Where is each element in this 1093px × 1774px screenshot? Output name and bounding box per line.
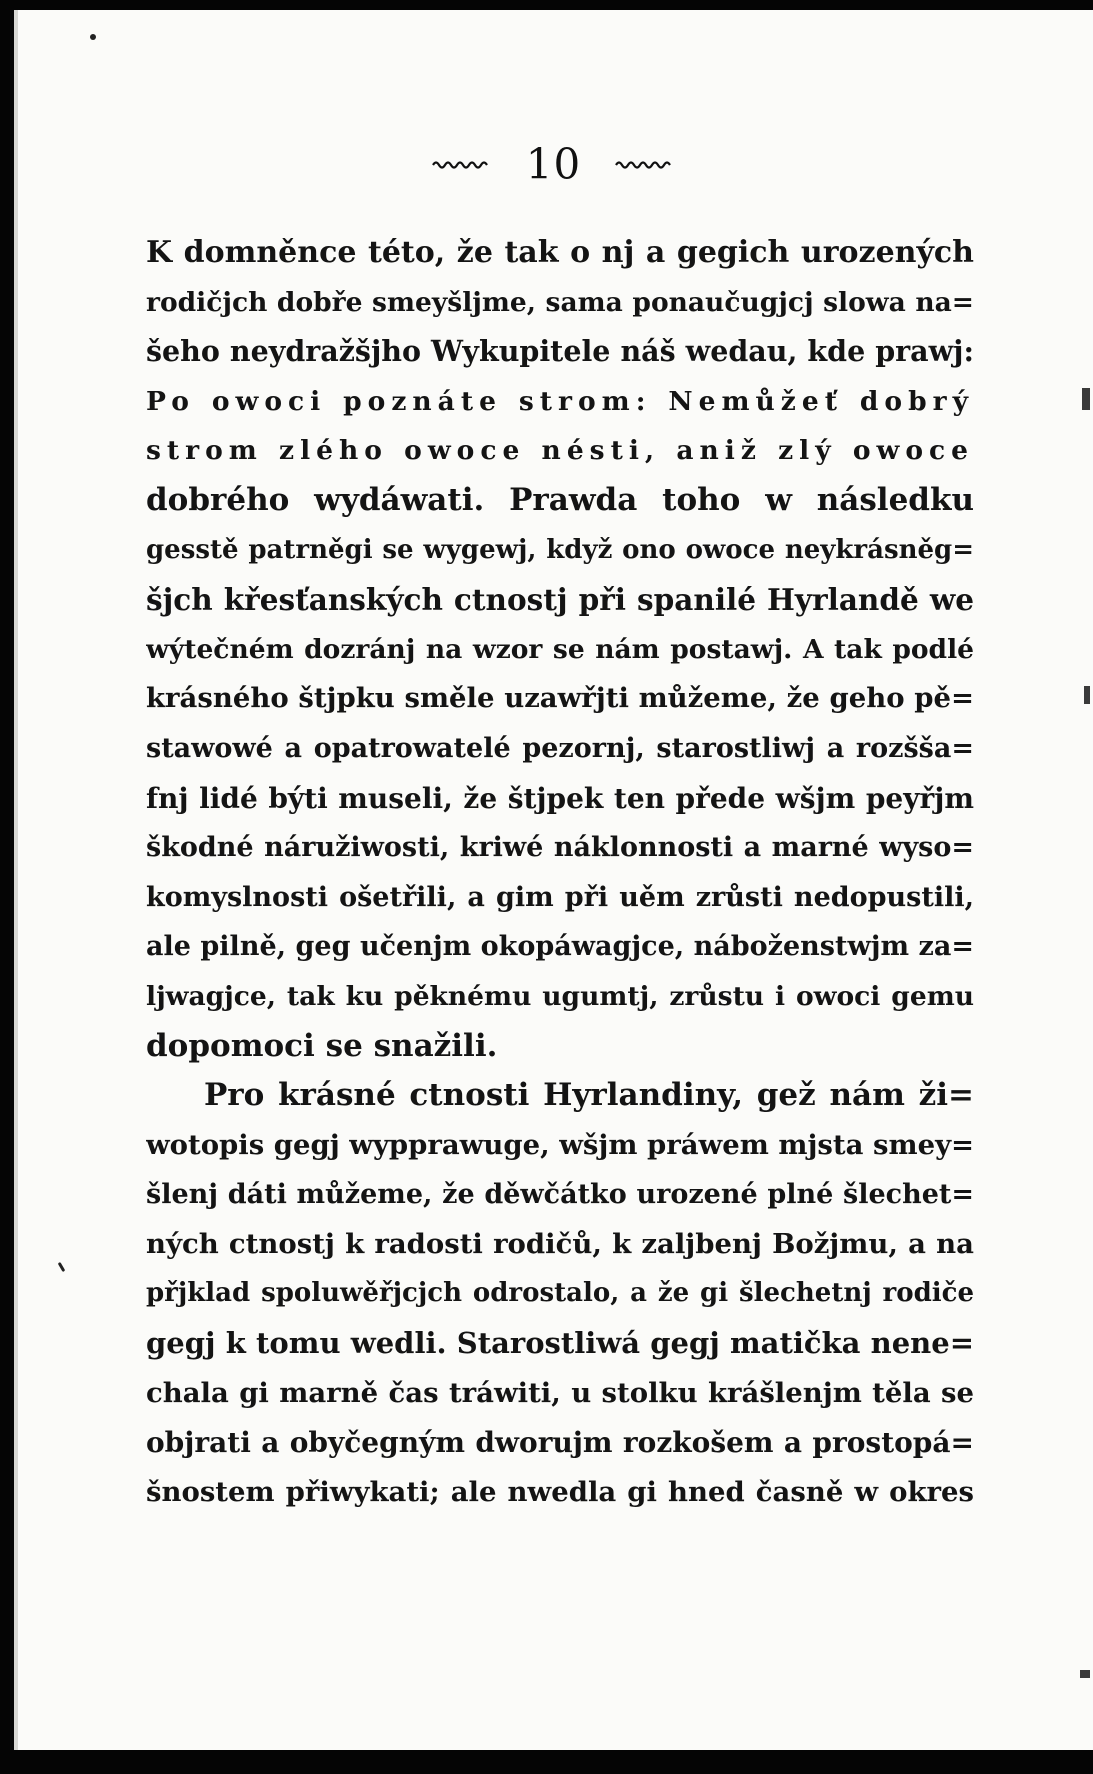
text-line: fnj lidé býti museli, že štjpek ten přede wšjm peyřjm (146, 781, 974, 815)
edge-mark (1084, 686, 1090, 704)
text-line: K domněnce této, že tak o nj a gegich urozených (146, 235, 974, 270)
text-line: objrati a obyčegným dworujm rozkošem a prostopá= (146, 1426, 974, 1460)
text-line: rodičjch dobře smeyšljme, sama ponaučugjcj slowa na= (146, 286, 974, 318)
text-line: přjklad spoluwěřjcjch odrostalo, a že gi šlechetnj rodiče (146, 1278, 974, 1309)
text-line: wotopis gegj wypprawuge, wšjm práwem mjsta smey= (146, 1128, 974, 1161)
edge-mark (1080, 1670, 1090, 1678)
dust-speck (58, 1262, 66, 1272)
text-line: gegj k tomu wedli. Starostliwá gegj matička nene= (146, 1326, 974, 1361)
text-line: dobrého wydáwati. Prawda toho w následku (146, 481, 974, 518)
page-header (14, 136, 1093, 189)
text-line: ných ctnostj k radosti rodičů, k zaljbenj Božjmu, a na (146, 1227, 974, 1260)
text-line: šnostem přiwykati; ale nwedla gi hned časně w okres (146, 1475, 974, 1508)
dust-speck (90, 34, 96, 40)
book-page (14, 10, 1093, 1750)
text-line: šlenj dáti můžeme, že děwčátko urozené plné šlechet= (146, 1179, 974, 1211)
page-edge-shadow (14, 10, 18, 1750)
text-line: krásného štjpku směle uzawřjti můžeme, že geho pě= (146, 682, 974, 715)
page-number: 10 (525, 139, 582, 189)
text-line: Po owoci poznáte strom: Nemůžeť dobrý (146, 385, 974, 417)
text-line: strom zlého owoce nésti, aniž zlý owoce (146, 435, 974, 467)
text-line: Pro krásné ctnosti Hyrlandiny, gež nám ži= (204, 1077, 974, 1114)
body-text (146, 228, 974, 1517)
text-line: chala gi marně čas tráwiti, u stolku krášlenjm těla se (146, 1376, 974, 1409)
text-line: gesstě patrněgi se wygewj, když ono owoce neykrásněg= (146, 534, 974, 565)
text-line: šeho neydražšjho Wykupitele náš wedau, kde prawj: (146, 334, 974, 369)
text-line: ljwagjce, tak ku pěknému ugumtj, zrůstu i owoci gemu (146, 980, 974, 1012)
text-line: wýtečném dozránj na wzor se nám postawj. A tak podlé (146, 633, 974, 665)
edge-mark (1082, 388, 1090, 410)
text-line: stawowé a opatrowatelé pezornj, starostliwj a rozšša= (146, 732, 974, 764)
text-line: dopomoci se snažili. (146, 1027, 498, 1064)
right-ornament-icon (614, 159, 676, 169)
text-line: ale pilně, geg učenjm okopáwagjce, náboženstwjm za= (146, 931, 974, 963)
left-ornament-icon (431, 159, 493, 169)
text-line: škodné náružiwosti, kriwé náklonnosti a marné wyso= (146, 832, 974, 864)
text-line: šjch křesťanských ctnostj při spanilé Hyrlandě we (146, 582, 974, 618)
text-line: komyslnosti ošetřili, a gim při uěm zrůsti nedopustili, (146, 881, 974, 913)
